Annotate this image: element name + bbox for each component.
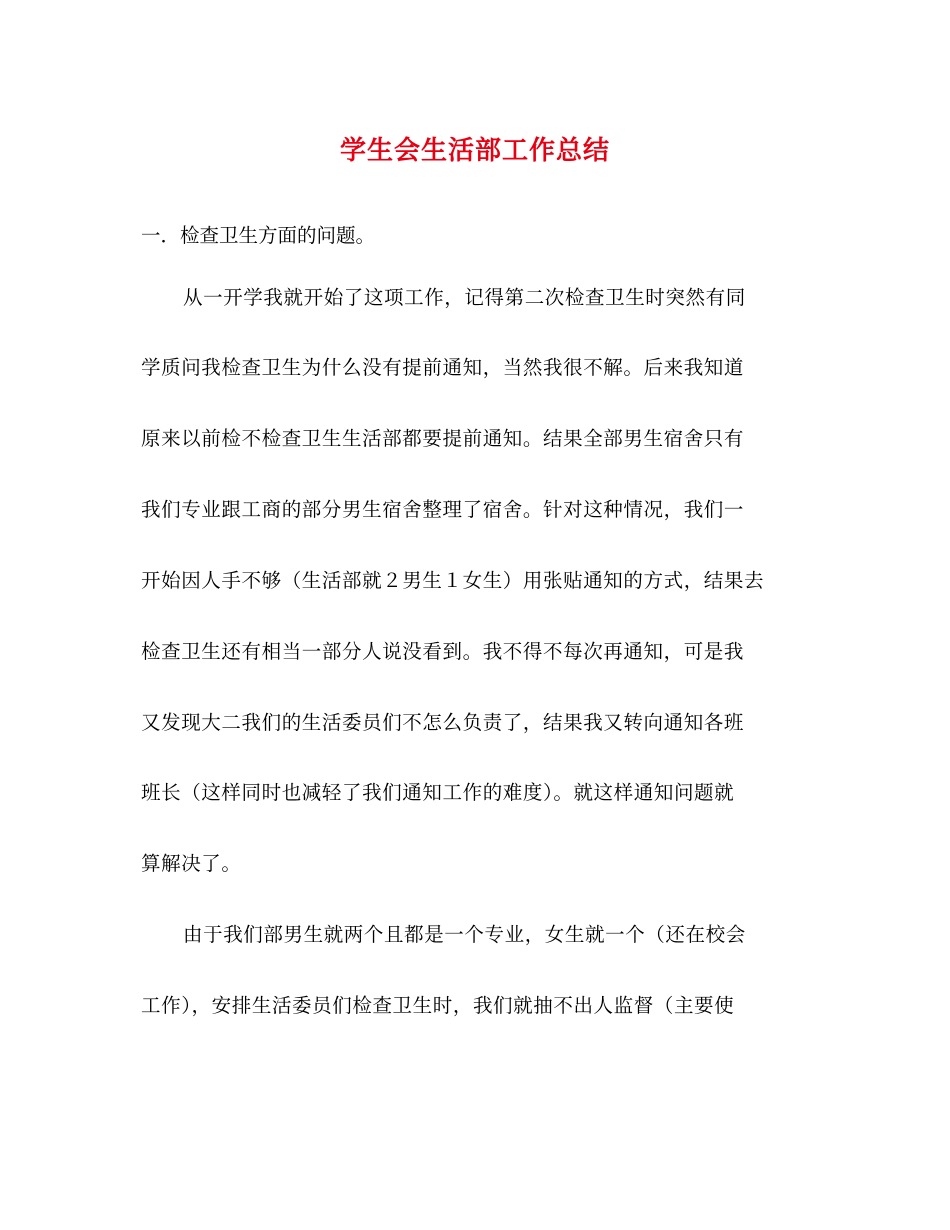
paragraph-line: 工作），安排生活委员们检查卫生时，我们就抽不出人监督（主要使 xyxy=(141,994,735,1017)
paragraph-line: 从一开学我就开始了这项工作，记得第二次检查卫生时突然有同 xyxy=(183,286,746,309)
paragraph-line: 开始因人手不够（生活部就２男生１女生）用张贴通知的方式，结果去 xyxy=(141,569,765,592)
paragraph-line: 原来以前检不检查卫生生活部都要提前通知。结果全部男生宿舍只有 xyxy=(141,427,745,450)
paragraph-line: 学质问我检查卫生为什么没有提前通知，当然我很不解。后来我知道 xyxy=(141,356,745,379)
paragraph-line: 由于我们部男生就两个且都是一个专业，女生就一个（还在校会 xyxy=(183,923,746,946)
paragraph-line: 又发现大二我们的生活委员们不怎么负责了，结果我又转向通知各班 xyxy=(141,711,745,734)
paragraph-line: 检查卫生还有相当一部分人说没看到。我不得不每次再通知，可是我 xyxy=(141,640,745,663)
paragraph-line: 算解决了。 xyxy=(141,852,242,875)
section-heading: 一．检查卫生方面的问题。 xyxy=(141,224,376,247)
paragraph-line: 我们专业跟工商的部分男生宿舍整理了宿舍。针对这种情况，我们一 xyxy=(141,498,745,521)
paragraph-line: 班长（这样同时也减轻了我们通知工作的难度）。就这样通知问题就 xyxy=(141,781,735,804)
document-title: 学生会生活部工作总结 xyxy=(339,136,610,166)
